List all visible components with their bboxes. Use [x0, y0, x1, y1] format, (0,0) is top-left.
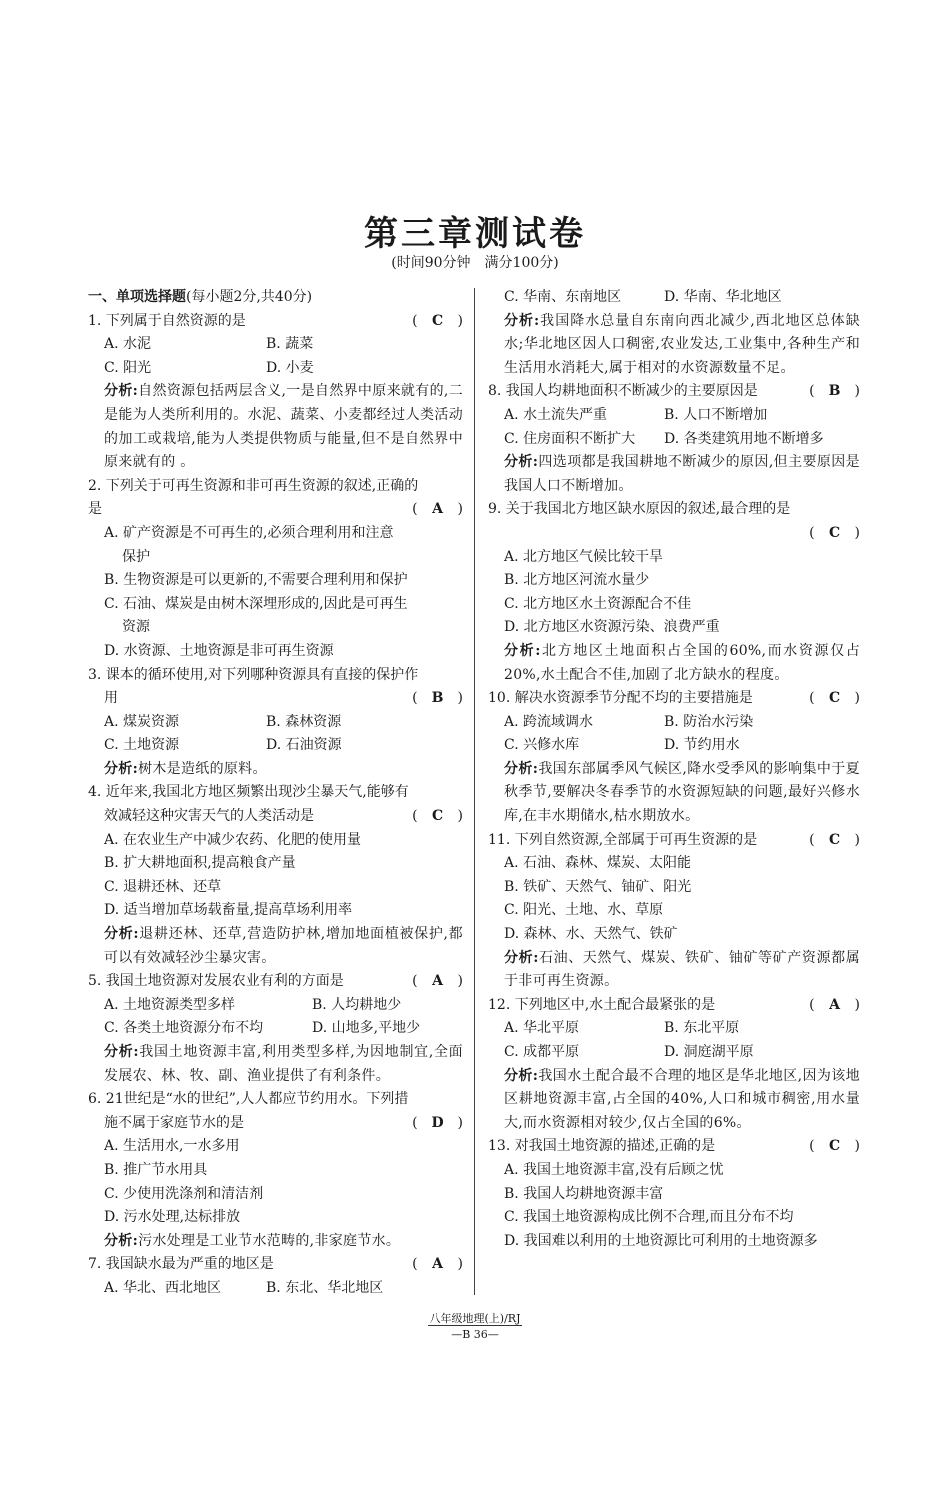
option-row: C. 华南、东南地区 D. 华南、华北地区 — [504, 289, 782, 305]
analysis-text: 分析:自然资源包括两层含义,一是自然界中原来就有的,二是能为人类所利用的。水泥、蔬菜、小麦都经过人类活动的加工或栽培,能为人类提供物质与能量,但不是自然界中原来就有的 。 — [104, 383, 463, 471]
option-row: C. 成都平原 D. 洞庭湖平原 — [504, 1044, 754, 1060]
analysis-text: 分析:我国水土配合最不合理的地区是华北地区,因为该地区耕地资源丰富,占全国的40%,人口和城市稠密,用水量大,而水资源相对较少,仅占全国的6%。 — [504, 1067, 860, 1131]
analysis-text: 分析:退耕还林、还草,营造防护林,增加地面植被保护,都可以有效减轻沙尘暴灾害。 — [104, 926, 463, 966]
footer-book-label: 八年级地理(上)/RJ — [429, 1312, 521, 1325]
question-stem: 6. 21世纪是“水的世纪”,人人都应节约用水。下列措 — [88, 1091, 409, 1108]
answer-letter: B — [828, 383, 841, 400]
option-row: B. 北方地区河流水量少 — [504, 572, 650, 589]
option-row: A. 华北平原 B. 东北平原 — [504, 1020, 740, 1037]
analysis-text: 分析:四选项都是我国耕地不断减少的原因,但主要原因是我国人口不断增加。 — [504, 454, 860, 494]
option-row: A. 石油、森林、煤炭、太阳能 — [504, 855, 692, 872]
analysis-text: 分析:石油、天然气、煤炭、铁矿、铀矿等矿产资源都属于非可再生资源。 — [504, 949, 860, 990]
option-row: C. 土地资源 D. 石油资源 — [104, 737, 342, 754]
option-row: A. 华北、西北地区 B. 东北、华北地区 — [104, 1279, 384, 1296]
question-stem-cont: 用 ( B ) — [88, 687, 463, 711]
right-column — [488, 286, 860, 1253]
option-row: D. 水资源、土地资源是非可再生资源 — [104, 642, 334, 659]
option-row: A. 土地资源类型多样 B. 人均耕地少 — [104, 996, 402, 1013]
option-row: A. 我国土地资源丰富,没有后顾之忧 — [504, 1161, 724, 1178]
question-stem: 11. 下列自然资源,全部属于可再生资源的是 ( C ) — [488, 829, 860, 853]
option-row: C. 我国土地资源构成比例不合理,而且分布不均 — [504, 1209, 794, 1226]
answer-letter: C — [828, 831, 841, 848]
option-row: C. 阳光 D. 小麦 — [104, 359, 314, 376]
option-row: A. 北方地区气候比较干旱 — [504, 548, 664, 565]
answer-letter: A — [829, 996, 840, 1013]
option-row: A. 水泥 B. 蔬菜 — [104, 336, 314, 353]
question-stem: 7. 我国缺水最为严重的地区是 ( A ) — [88, 1253, 463, 1277]
analysis-text: 分析:我国东部属季风气候区,降水受季风的影响集中于夏秋季节,要解决冬春季节的水资源短缺的问题,最好兴修水库,在丰水期储水,枯水期放水。 — [504, 760, 860, 825]
answer-letter: C — [828, 524, 841, 541]
option-row: A. 生活用水,一水多用 — [104, 1138, 240, 1155]
option-row: D. 适当增加草场载畜量,提高草场利用率 — [104, 902, 353, 919]
option-row: B. 扩大耕地面积,提高粮食产量 — [104, 855, 296, 872]
option-row: C. 住房面积不断扩大 D. 各类建筑用地不断增多 — [504, 430, 824, 447]
analysis-text: 分析:我国降水总量自东南向西北减少,西北地区总体缺水;华北地区因人口稠密,农业发达,工业集中,各种生产和生活用水消耗大,属于相对的水资源数量不足。 — [504, 312, 860, 376]
option-row: D. 污水处理,达标排放 — [104, 1209, 241, 1226]
option-row: A. 水土流失严重 B. 人口不断增加 — [504, 406, 768, 423]
analysis-text: 分析:北方地区土地面积占全国的60%,而水资源仅占20%,水土配合不佳,加剧了北方缺水的程度。 — [504, 642, 860, 683]
option-row: A. 煤炭资源 B. 森林资源 — [104, 713, 342, 730]
analysis-text: 分析:我国土地资源丰富,利用类型多样,为因地制宜,全面发展农、林、牧、副、渔业提供了有利条件。 — [104, 1044, 463, 1084]
analysis-text: 分析:污水处理是工业节水范畴的,非家庭节水。 — [104, 1232, 401, 1249]
column-divider — [474, 288, 475, 1295]
question-stem: 8. 我国人均耕地面积不断减少的主要原因是 ( B ) — [488, 380, 860, 404]
question-stem: 1. 下列属于自然资源的是 ( C ) — [88, 310, 463, 334]
option-row: C. 少使用洗涤剂和清洁剂 — [104, 1185, 264, 1202]
option-row: C. 各类土地资源分布不均 D. 山地多,平地少 — [104, 1020, 421, 1037]
option-row: A. 跨流域调水 B. 防治水污染 — [504, 713, 754, 730]
option-row: B. 推广节水用具 — [104, 1161, 208, 1178]
question-stem: 10. 解决水资源季节分配不均的主要措施是 ( C ) — [488, 687, 860, 711]
option-row: D. 北方地区水资源污染、浪费严重 — [504, 619, 720, 636]
option-row: D. 森林、水、天然气、铁矿 — [504, 926, 678, 943]
question-stem: 9. 关于我国北方地区缺水原因的叙述,最合理的是 — [488, 501, 791, 518]
answer-letter: C — [828, 1138, 841, 1155]
section-heading: 一、单项选择题(每小题2分,共40分) — [88, 289, 313, 305]
option-row: C. 退耕还林、还草 — [104, 878, 222, 895]
option-row: A. 在农业生产中减少农药、化肥的使用量 — [104, 831, 362, 848]
question-stem: 5. 我国土地资源对发展农业有利的方面是 ( A ) — [88, 970, 463, 994]
question-stem: 2. 下列关于可再生资源和非可再生资源的叙述,正确的 — [88, 477, 419, 494]
option-row: D. 我国难以利用的土地资源比可利用的土地资源多 — [504, 1232, 818, 1249]
page-subtitle: (时间90分钟 满分100分) — [391, 255, 559, 271]
left-column — [88, 286, 463, 1301]
option-row: B. 生物资源是可以更新的,不需要合理利用和保护 — [104, 572, 408, 589]
option-row: C. 石油、煤炭是由树木深埋形成的,因此是可再生 — [104, 595, 408, 612]
page-title: 第三章测试卷 — [364, 214, 586, 254]
answer-letter: C — [828, 690, 841, 707]
answer-letter: A — [432, 1256, 443, 1273]
question-stem-cont: 效减轻这种灾害天气的人类活动是 ( C ) — [88, 805, 463, 829]
answer-letter: A — [432, 973, 443, 990]
option-row: C. 阳光、土地、水、草原 — [504, 902, 664, 919]
question-stem: 3. 课本的循环使用,对下列哪种资源具有直接的保护作 — [88, 666, 419, 683]
question-stem-cont: 是 ( A ) — [88, 498, 463, 522]
question-stem: 12. 下列地区中,水土配合最紧张的是 ( A ) — [488, 994, 860, 1018]
footer-page-number: —B 36— — [451, 1328, 499, 1341]
option-row: A. 矿产资源是不可再生的,必须合理利用和注意 — [104, 524, 394, 541]
question-stem: 13. 对我国土地资源的描述,正确的是 ( C ) — [488, 1135, 860, 1159]
answer-letter: D — [431, 1114, 444, 1131]
question-stem-cont: 施不属于家庭节水的是 ( D ) — [88, 1112, 463, 1136]
option-row: B. 我国人均耕地资源丰富 — [504, 1185, 664, 1202]
option-row: C. 北方地区水土资源配合不佳 — [504, 595, 692, 612]
question-stem: 4. 近年来,我国北方地区频繁出现沙尘暴天气,能够有 — [88, 784, 409, 801]
question-answer-line: ( C ) — [488, 522, 860, 546]
option-row: B. 铁矿、天然气、铀矿、阳光 — [504, 878, 692, 895]
option-row: C. 兴修水库 D. 节约用水 — [504, 737, 740, 754]
answer-letter: B — [431, 690, 444, 707]
option-row-cont: 保护 — [122, 548, 150, 565]
answer-letter: A — [432, 501, 443, 518]
analysis-text: 分析:树木是造纸的原料。 — [104, 760, 267, 777]
answer-letter: C — [431, 808, 444, 825]
answer-letter: C — [431, 312, 444, 329]
option-row-cont: 资源 — [122, 619, 150, 636]
